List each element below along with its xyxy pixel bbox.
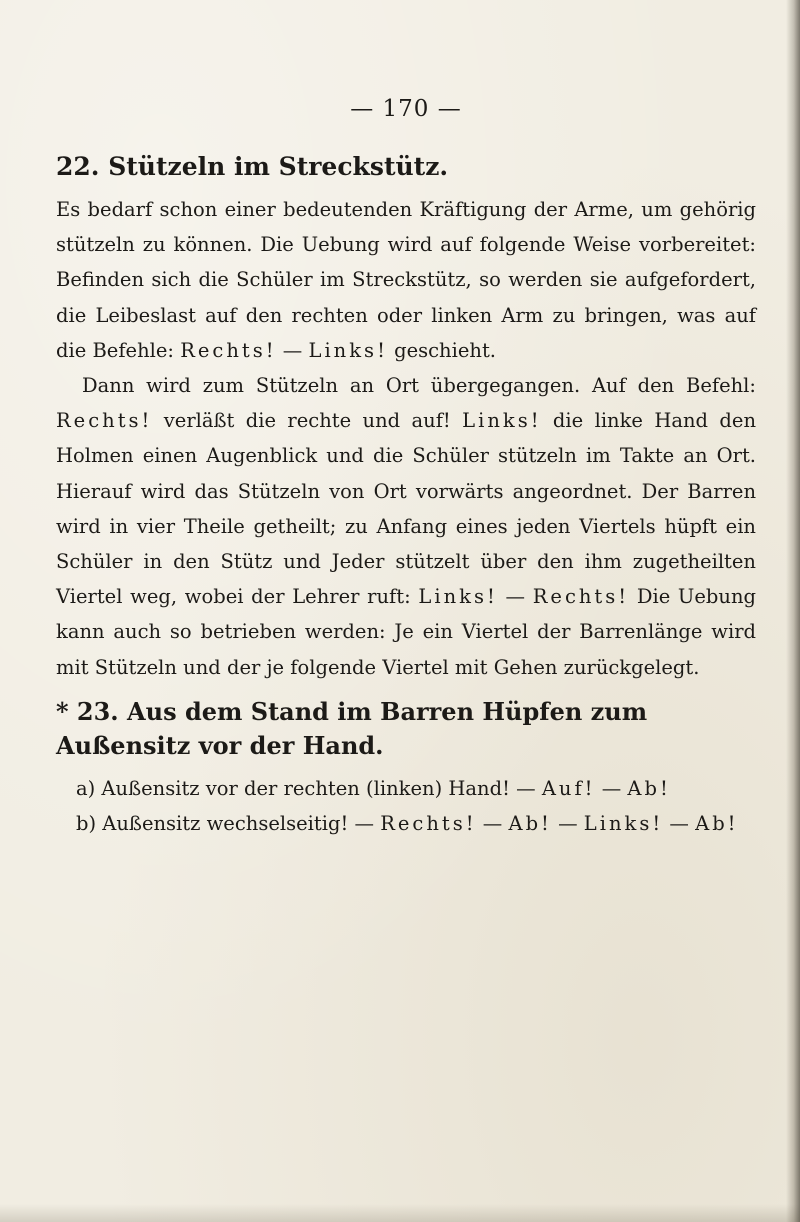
command-ab: Ab! xyxy=(627,776,671,800)
text-run: — xyxy=(476,812,509,836)
section-23-heading: * 23. Aus dem Stand im Barren Hüpfen zum Außensitz vor der Hand. xyxy=(56,696,648,760)
page-edge-shadow xyxy=(786,0,800,1222)
page-text xyxy=(56,96,756,841)
text-run: — xyxy=(551,812,584,836)
text-run: Dann wird zum Stützeln an Ort übergegangen. Auf den Befehl: xyxy=(82,374,756,398)
text-run: geschieht. xyxy=(387,338,496,362)
command-links: Links! xyxy=(583,812,664,836)
page-bottom-shadow xyxy=(0,1204,800,1222)
text-run: b) Außensitz wechselseitig! — xyxy=(76,812,381,836)
text-run: die linke Hand den Holmen einen Augenblick und die Schüler stützeln im Takte an Ort. Hierauf wird das Stützeln von Ort vorwärts angeordnet. Der Barren wird in vier Theile getheilt; zu Anfang eines jeden Viertels hüpft ein Schüler in den Stütz und Jeder stützelt über den ihm zugetheilten Viertel weg, wobei der Lehrer ruft: xyxy=(56,409,756,609)
command-rechts: Rechts! xyxy=(56,409,153,433)
command-rechts: Rechts! xyxy=(180,338,277,362)
command-ab: Ab! xyxy=(508,812,552,836)
command-links: Links! xyxy=(308,338,388,362)
command-rechts: Rechts! xyxy=(532,585,630,609)
command-auf: Auf! xyxy=(541,776,596,800)
command-links: Links! xyxy=(418,585,498,609)
page-number: — 170 — xyxy=(350,96,462,122)
section-22-heading: 22. Stützeln im Streckstütz. xyxy=(56,152,449,181)
text-run: — xyxy=(497,585,533,609)
text-run: — xyxy=(276,338,309,362)
text-run: verläßt die rechte und auf! xyxy=(152,409,463,433)
text-run: Die Uebung kann auch so betrieben werden: Je ein Viertel der Barrenlänge wird mit Stützeln und der je folgende Viertel mit Gehen zurückgelegt. xyxy=(56,585,756,679)
text-run: a) Außensitz vor der rechten (linken) Hand! — xyxy=(76,776,542,800)
text-run: Es bedarf schon einer bedeutenden Kräftigung der Arme, um gehörig stützeln zu können. Die Uebung wird auf folgende Weise vorbereitet: Befinden sich die Schüler im Streckstütz, so werden sie aufgefordert, die Leibeslast auf den rechten oder linken Arm zu bringen, was auf die Befehle: xyxy=(56,198,756,362)
exercise-item-b xyxy=(56,806,756,841)
text-run: — xyxy=(663,812,696,836)
section-22-paragraph-2 xyxy=(56,368,756,685)
exercise-item-a xyxy=(56,771,756,806)
command-rechts: Rechts! xyxy=(380,812,477,836)
command-ab: Ab! xyxy=(695,812,739,836)
section-22-paragraph-1 xyxy=(56,192,756,368)
command-links: Links! xyxy=(462,409,542,433)
text-run: — xyxy=(595,776,628,800)
